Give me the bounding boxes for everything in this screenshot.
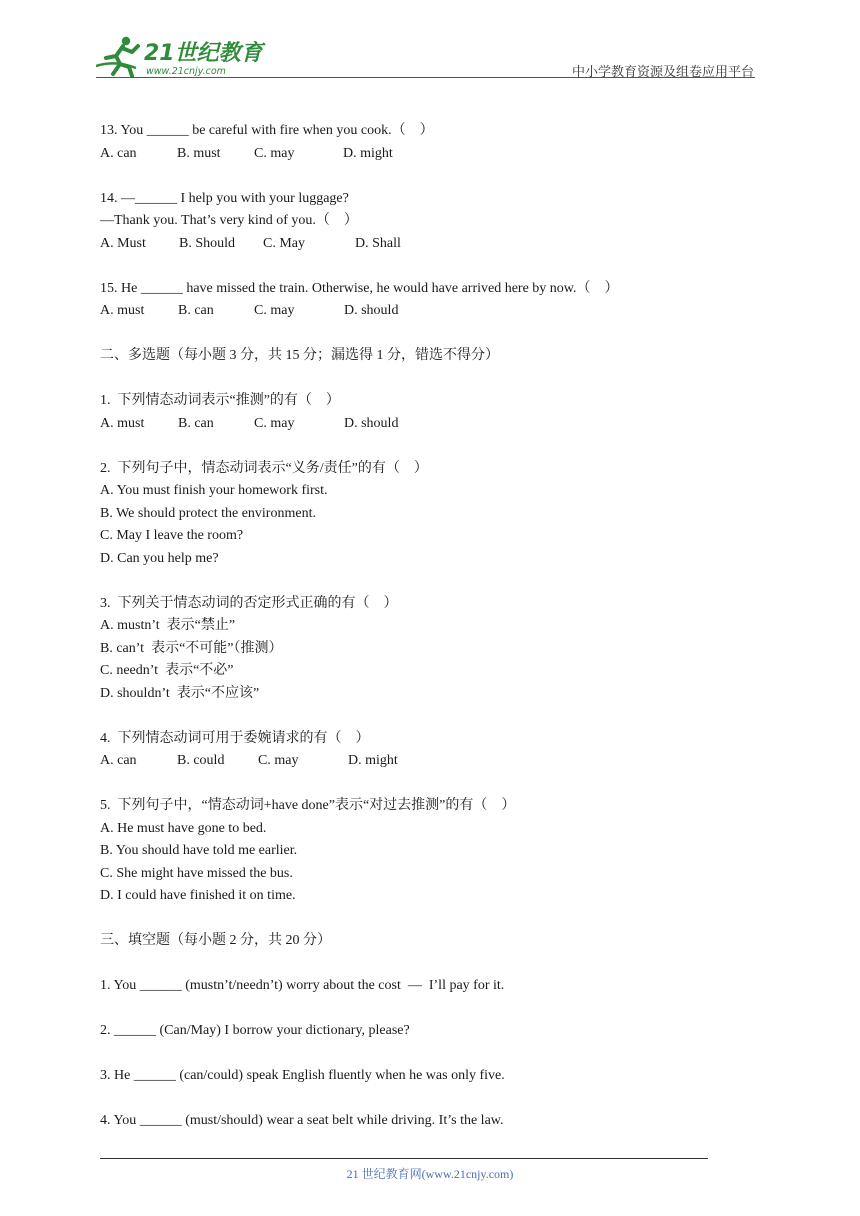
option-d: D. might <box>343 145 393 161</box>
option-d: D. Shall <box>355 235 401 251</box>
option-a: A. Must <box>100 235 146 251</box>
option-a: A. He must have gone to bed. <box>100 820 267 836</box>
option-c: C. May <box>263 235 305 251</box>
option-d: D. might <box>348 753 398 768</box>
option-c: C. may <box>254 303 295 318</box>
option-c: C. May I leave the room? <box>100 528 244 543</box>
mc-question-2-stem: 2. 下列句子中，情态动词表示“义务/责任”的有（ ） <box>100 460 428 476</box>
site-logo <box>96 34 266 80</box>
option-b: B. can <box>178 415 214 431</box>
option-d: D. should <box>344 303 399 318</box>
mc-question-5-stem: 5. 下列句子中，“情态动词+have done”表示“对过去推测”的有（ ） <box>100 798 516 813</box>
option-d: D. Can you help me? <box>100 550 219 566</box>
option-b: B. could <box>177 753 225 768</box>
header-divider <box>96 77 755 78</box>
mc-question-4-options <box>100 750 740 773</box>
option-d: D. shouldn’t 表示“不应该” <box>100 685 260 701</box>
option-b: B. You should have told me earlier. <box>100 843 298 858</box>
question-15-options <box>100 300 740 323</box>
option-c: C. She might have missed the bus. <box>100 865 293 881</box>
mc-question-1-stem: 1. 下列情态动词表示“推测”的有（ ） <box>100 393 340 408</box>
option-b: B. can <box>178 303 214 318</box>
option-b: B. Should <box>179 235 236 251</box>
option-b: B. can’t 表示“不可能”（推测） <box>100 640 283 656</box>
option-c: C. may <box>254 415 295 431</box>
fill-question-1: 1. You ______ (mustn’t/needn’t) worry about the cost — I’ll pay for it. <box>100 978 505 993</box>
mc-question-3-stem: 3. 下列关于情态动词的否定形式正确的有（ ） <box>100 595 398 611</box>
question-14-stem: 14. —______ I help you with your luggage? <box>100 190 349 206</box>
question-15-stem: 15. He ______ have missed the train. Otherwise, he would have arrived here by now.（ ） <box>100 280 619 296</box>
option-b: B. must <box>177 145 221 161</box>
fill-question-4: 4. You ______ (must/should) wear a seat belt while driving. It’s the law. <box>100 1113 504 1128</box>
logo-title: 21世纪教育 <box>144 41 263 66</box>
option-c: C. may <box>254 145 295 161</box>
option-d: D. should <box>344 415 399 431</box>
question-13-stem: 13. You ______ be careful with fire when you cook.（ ） <box>100 123 434 138</box>
logo-url: www.21cnjy.com <box>146 66 226 77</box>
option-a: A. You must finish your homework first. <box>100 483 328 498</box>
option-a: A. must <box>100 303 145 318</box>
question-13-options <box>100 143 740 166</box>
worksheet-content <box>100 120 740 1133</box>
option-c: C. may <box>258 753 299 768</box>
option-c: C. needn’t 表示“不必” <box>100 663 234 678</box>
option-b: B. We should protect the environment. <box>100 505 316 521</box>
question-14-stem-reply: —Thank you. That’s very kind of you.（ ） <box>100 213 358 228</box>
option-a: A. can <box>100 145 137 161</box>
option-d: D. I could have finished it on time. <box>100 888 296 903</box>
mc-question-4-stem: 4. 下列情态动词可用于委婉请求的有（ ） <box>100 730 370 746</box>
mc-question-1-options <box>100 413 740 436</box>
option-a: A. can <box>100 753 137 768</box>
section-2-title: 二、多选题（每小题 3 分，共 15 分；漏选得 1 分，错选不得分） <box>100 348 499 363</box>
option-a: A. must <box>100 415 145 431</box>
footer-link[interactable]: 21 世纪教育网(www.21cnjy.com) <box>346 1167 514 1181</box>
runner-icon <box>96 37 138 76</box>
platform-name: 中小学教育资源及组卷应用平台 <box>571 65 754 80</box>
question-14-options <box>100 233 740 256</box>
option-a: A. mustn’t 表示“禁止” <box>100 618 236 633</box>
section-3-title: 三、填空题（每小题 2 分，共 20 分） <box>100 933 331 948</box>
fill-question-2: 2. ______ (Can/May) I borrow your dictionary, please? <box>100 1023 410 1038</box>
footer-divider <box>100 1158 708 1159</box>
fill-question-3: 3. He ______ (can/could) speak English fluently when he was only five. <box>100 1068 505 1083</box>
